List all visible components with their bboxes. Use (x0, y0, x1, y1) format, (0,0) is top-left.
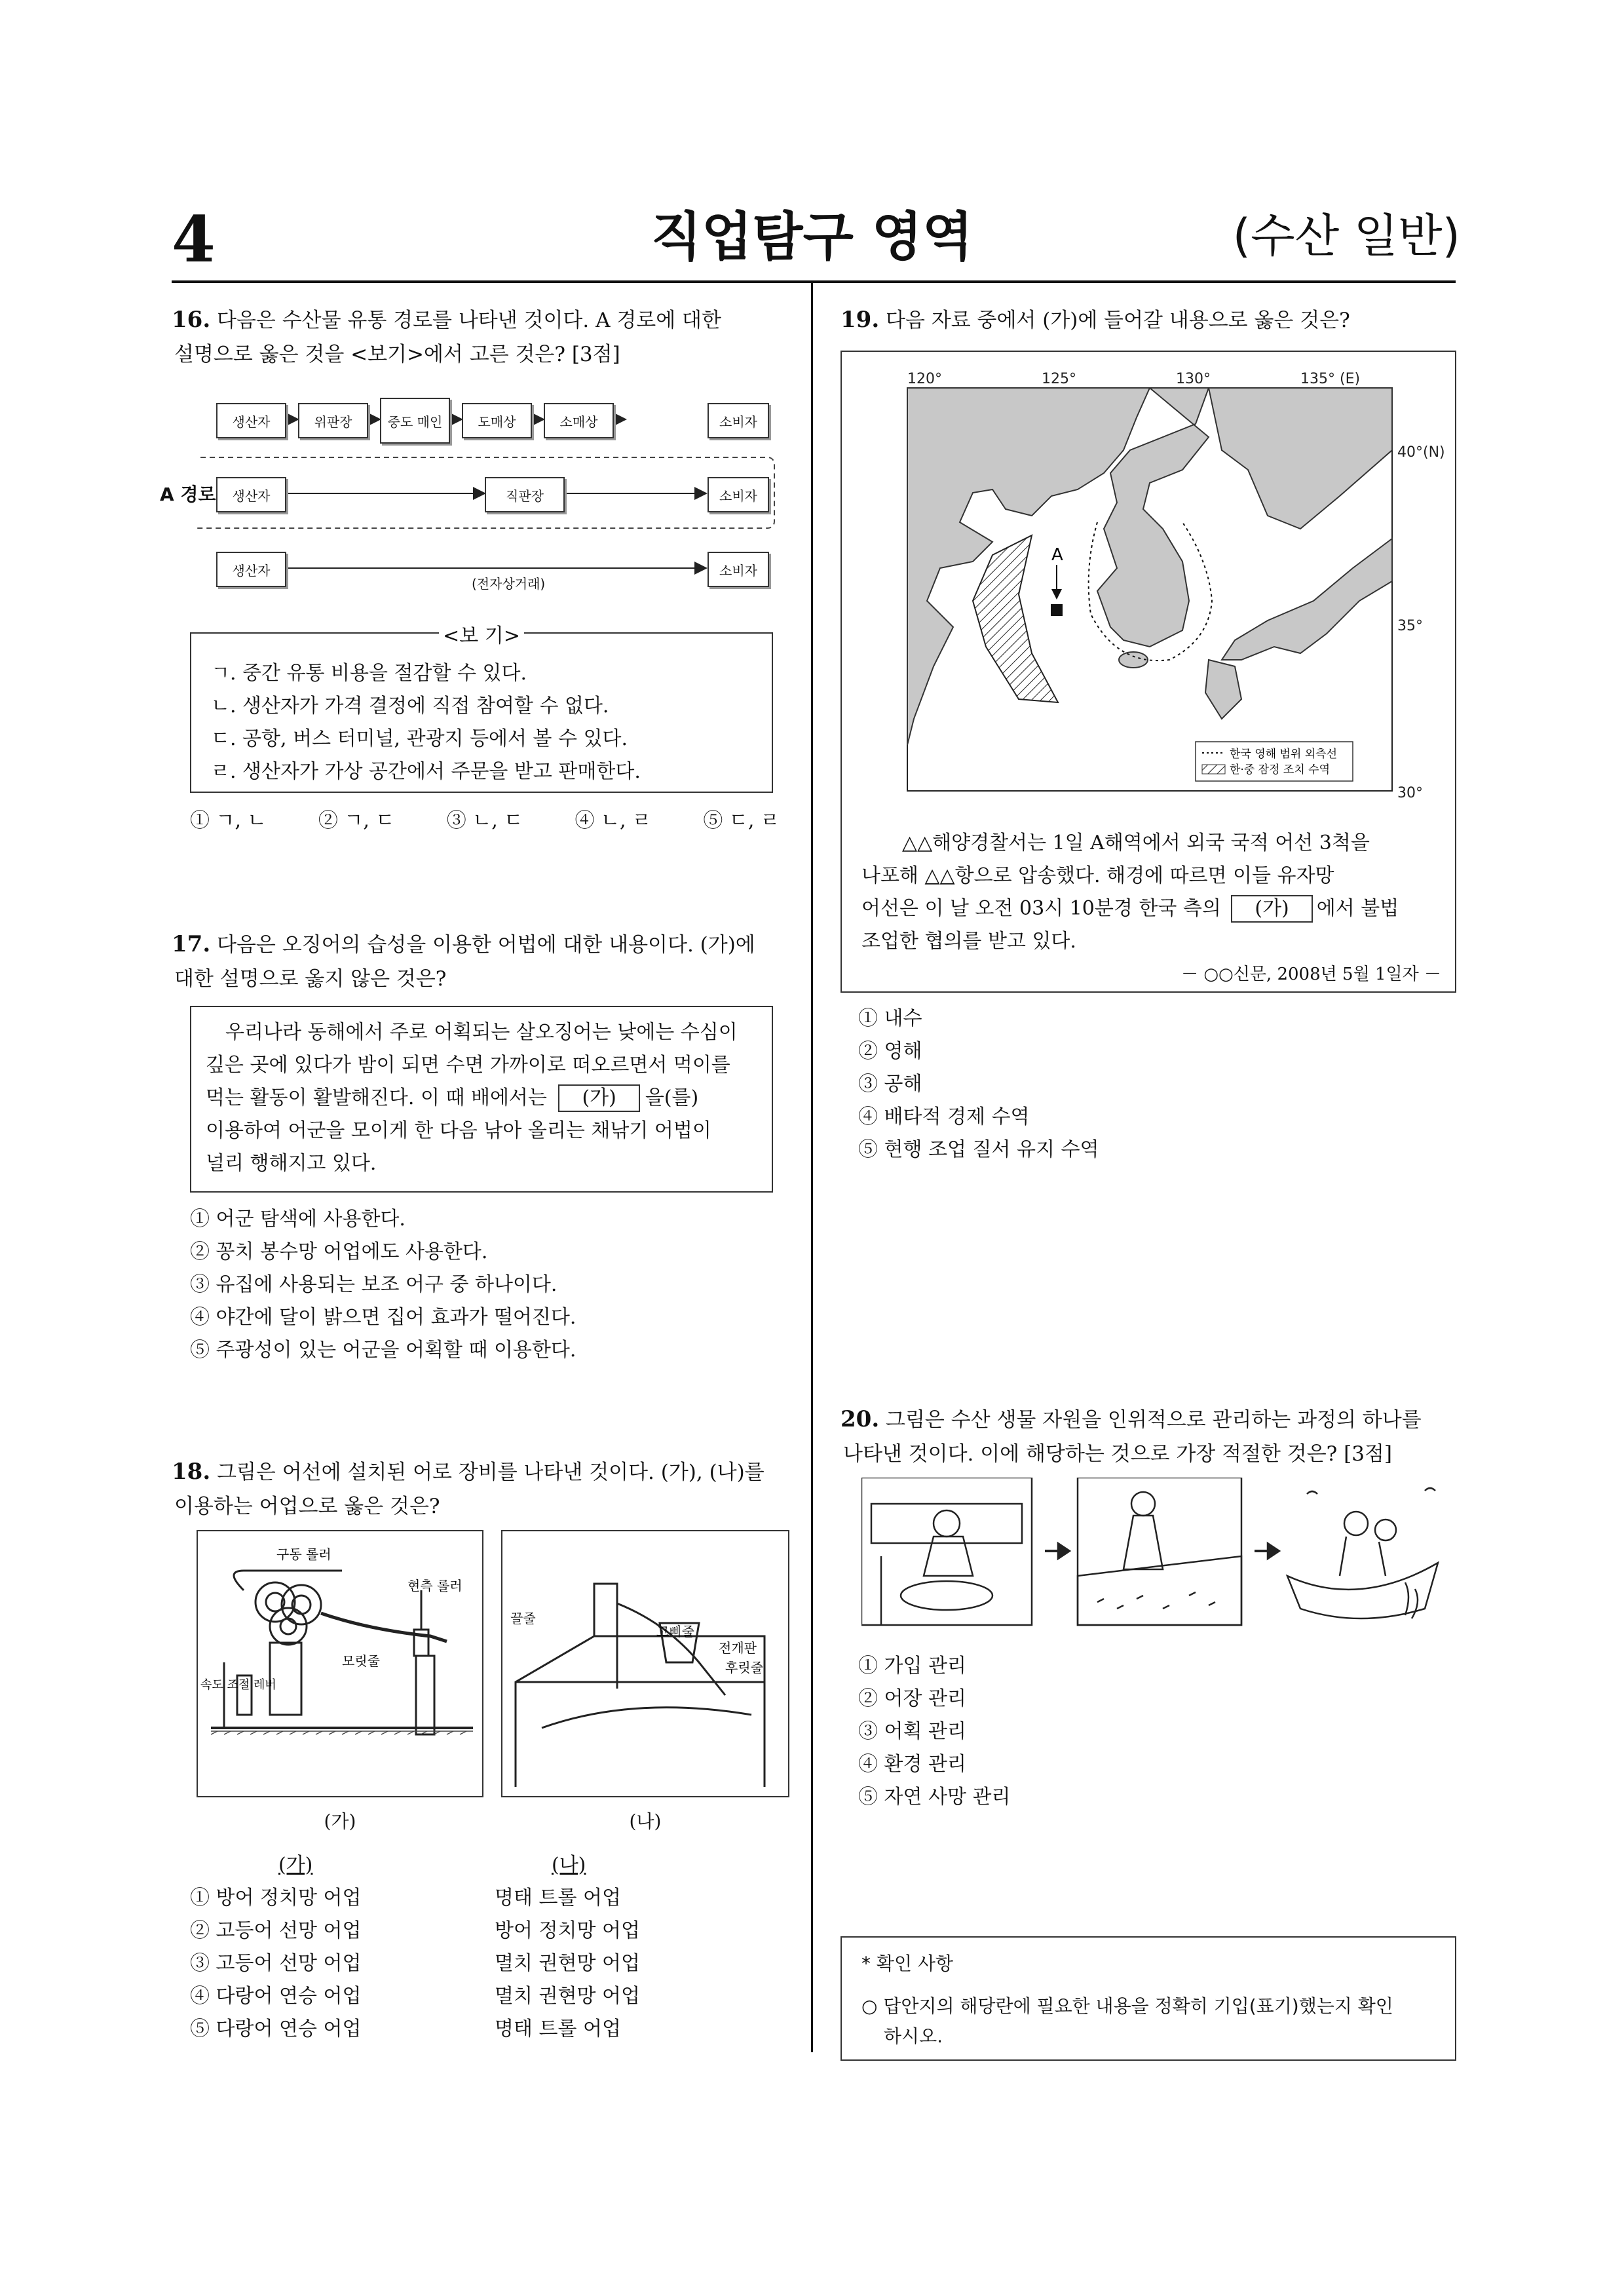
q16-option-4[interactable]: ④ ㄴ, ㄹ (575, 809, 652, 832)
q17-passage-line2: 깊은 곳에 있다가 밤이 되면 수면 가까이로 떠오르면서 먹이를 (206, 1054, 730, 1077)
q18-stem-line2: 이용하는 어업으로 옳은 것은? (174, 1495, 440, 1518)
q18-caption-ga: (가) (324, 1810, 356, 1832)
label-side-roller: 현측 롤러 (407, 1578, 463, 1594)
q16-number: 16. (172, 307, 211, 333)
flow-node-consumer-1: 소비자 (708, 403, 769, 438)
bogi-item-3: ㄷ. 공항, 버스 터미널, 관광지 등에서 볼 수 있다. (211, 727, 628, 750)
trawl-stern-drawing (502, 1531, 788, 1796)
q20-stem (840, 1402, 1469, 1471)
q17-passage-line3: 먹는 활동이 활발해진다. 이 때 배에서는 (206, 1086, 547, 1109)
stock-release-illustration (861, 1478, 1445, 1628)
news-line1: △△해양경찰서는 1일 A해역에서 외국 국적 어선 3척을 (902, 832, 1370, 854)
q19-stem-text: 다음 자료 중에서 (가)에 들어갈 내용으로 옳은 것은? (886, 309, 1350, 332)
q20-option-3[interactable]: ③ 어획 관리 (858, 1720, 966, 1743)
q17-stem (172, 927, 801, 996)
news-line2: 나포해 △△항으로 압송했다. 해경에 따르면 이들 유자망 (861, 864, 1334, 887)
point-a-label: A (1051, 545, 1063, 565)
flow-node-consumer-3: 소비자 (708, 552, 769, 587)
subject-label: (수산 일반) (1232, 209, 1460, 263)
q18-option-1[interactable]: ① 방어 정치망 어업 명태 트롤 어업 (190, 1886, 621, 1909)
east-asia-map (842, 352, 1455, 811)
q18-caption-na: (나) (629, 1810, 662, 1832)
q20-options (858, 1650, 1448, 1814)
q17-passage-line4: 이용하여 어군을 모이게 한 다음 낚아 올리는 채낚기 어법이 (206, 1119, 711, 1142)
lat-40: 40°(N) (1397, 444, 1445, 461)
q17-passage-line1: 우리나라 동해에서 주로 어획되는 살오징어는 낮에는 수심이 (225, 1021, 738, 1044)
q20-option-4[interactable]: ④ 환경 관리 (858, 1753, 966, 1776)
notice-box (840, 1936, 1456, 2061)
q20-stem-line2: 나타낸 것이다. 이에 해당하는 것으로 가장 적절한 것은? [3점] (843, 1442, 1392, 1466)
q18-options (190, 1849, 780, 2046)
q17-option-2[interactable]: ② 꽁치 봉수망 어업에도 사용한다. (190, 1240, 488, 1263)
route-a-label: A 경로 (160, 484, 216, 505)
flow-node-direct-store: 직판장 (485, 477, 565, 512)
q20-option-1[interactable]: ① 가입 관리 (858, 1655, 966, 1677)
q17-option-4[interactable]: ④ 야간에 달이 밝으면 집어 효과가 떨어진다. (190, 1306, 576, 1329)
q16-options (190, 805, 780, 837)
column-divider (811, 283, 813, 2052)
flow-node-retailer: 소매상 (544, 403, 614, 438)
news-line3-suffix: 에서 불법 (1316, 897, 1399, 920)
q17-passage-line5: 널리 행해지고 있다. (206, 1152, 377, 1175)
q17-passage-box (190, 1006, 773, 1193)
q20-stem-line1: 그림은 수산 생물 자원을 인위적으로 관리하는 과정의 하나를 (886, 1408, 1422, 1432)
flow-node-producer-2: 생산자 (216, 477, 286, 512)
label-bridle: 고삐줄 (656, 1624, 694, 1639)
q18-col-ga: (가) (278, 1854, 313, 1877)
notice-title: * 확인 사항 (861, 1953, 953, 1974)
q19-number: 19. (840, 307, 880, 333)
q16-flow-diagram (160, 383, 786, 606)
notice-line1: ○ 답안지의 해당란에 필요한 내용을 정확히 기입(표기)했는지 확인 (861, 1995, 1393, 2017)
label-towline: 끌줄 (510, 1611, 536, 1626)
news-line4: 조업한 협의를 받고 있다. (861, 930, 1076, 953)
label-speed-lever: 속도 조절 레버 (200, 1678, 276, 1692)
flow-node-wholesaler: 도매상 (462, 403, 532, 438)
q20-number: 20. (840, 1406, 880, 1432)
q18-figure-ga (197, 1530, 483, 1797)
bogi-item-2: ㄴ. 생산자가 가격 결정에 직접 참여할 수 없다. (211, 695, 609, 718)
ecommerce-caption: (전자상거래) (472, 576, 546, 592)
q16-stem-line2: 설명으로 옳은 것을 <보기>에서 고른 것은? [3점] (174, 343, 620, 366)
q16-option-1[interactable]: ① ㄱ, ㄴ (190, 809, 267, 832)
news-line3: 어선은 이 날 오전 03시 10분경 한국 측의 (861, 897, 1221, 920)
page-number: 4 (172, 202, 216, 277)
q17-options (190, 1203, 780, 1367)
notice-line2: 하시오. (884, 2025, 943, 2047)
header-rule (172, 280, 1456, 283)
q19-option-3[interactable]: ③ 공해 (858, 1073, 922, 1096)
q19-option-1[interactable]: ① 내수 (858, 1007, 922, 1030)
q18-figure-na (501, 1530, 789, 1797)
q17-option-1[interactable]: ① 어군 탐색에 사용한다. (190, 1208, 406, 1231)
lat-30: 30° (1397, 785, 1423, 801)
flow-node-producer-3: 생산자 (216, 552, 286, 587)
q18-number: 18. (172, 1459, 211, 1485)
lat-35: 35° (1397, 618, 1423, 634)
label-sweepline: 후릿줄 (725, 1660, 763, 1675)
q16-option-2[interactable]: ② ㄱ, ㄷ (318, 809, 395, 832)
lon-130: 130° (1176, 371, 1211, 387)
line-hauler-drawing (198, 1531, 482, 1796)
q16-bogi-box (190, 624, 773, 793)
q18-col-na: (나) (552, 1854, 586, 1877)
page-title: 직업탐구 영역 (651, 206, 973, 267)
q18-stem-line1: 그림은 어선에 설치된 어로 장비를 나타낸 것이다. (가), (나)를 (217, 1461, 765, 1484)
bogi-item-1: ㄱ. 중간 유통 비용을 절감할 수 있다. (211, 662, 527, 685)
lon-125: 125° (1042, 371, 1076, 387)
flow-node-consumer-2: 소비자 (708, 477, 769, 512)
flow-node-broker: 중도 매인 (380, 398, 450, 444)
q16-option-5[interactable]: ⑤ ㄷ, ㄹ (703, 809, 780, 832)
q19-option-5[interactable]: ⑤ 현행 조업 질서 유지 수역 (858, 1138, 1099, 1161)
q18-stem (172, 1455, 801, 1523)
q17-option-3[interactable]: ③ 유집에 사용되는 보조 어구 중 하나이다. (190, 1273, 557, 1296)
q19-news-text (861, 827, 1441, 991)
q19-stem (840, 303, 1456, 337)
q16-stem-line1: 다음은 수산물 유통 경로를 나타낸 것이다. A 경로에 대한 (217, 309, 721, 332)
legend-joint-zone: 한·중 잠정 조치 수역 (1230, 763, 1330, 776)
q19-data-box (840, 351, 1456, 993)
q18-option-4[interactable]: ④ 다랑어 연승 어업 멸치 권현망 어업 (190, 1985, 640, 2008)
q17-number: 17. (172, 931, 211, 957)
legend-territorial-line: 한국 영해 범위 외측선 (1230, 748, 1338, 761)
q20-option-5[interactable]: ⑤ 자연 사망 관리 (858, 1786, 1011, 1808)
q18-option-2[interactable]: ② 고등어 선망 어업 방어 정치망 어업 (190, 1919, 640, 1942)
q17-option-5[interactable]: ⑤ 주광성이 있는 어군을 어획할 때 이용한다. (190, 1339, 576, 1362)
q16-option-3[interactable]: ③ ㄴ, ㄷ (446, 809, 523, 832)
q20-figure (861, 1478, 1445, 1628)
lon-135: 135° (E) (1300, 371, 1361, 387)
q19-options (858, 1003, 1448, 1166)
q17-stem-line1: 다음은 오징어의 습성을 이용한 어법에 대한 내용이다. (가)에 (217, 933, 755, 957)
flow-node-auction: 위판장 (298, 403, 368, 438)
label-mainline: 모릿줄 (342, 1653, 380, 1669)
q19-option-2[interactable]: ② 영해 (858, 1040, 922, 1063)
q19-blank-ga: (가) (1231, 895, 1312, 923)
q16-stem (172, 303, 787, 372)
q17-passage-suffix: 을(를) (645, 1086, 699, 1109)
bogi-title: <보 기> (439, 624, 524, 647)
label-otter-board: 전개판 (719, 1640, 757, 1656)
lon-120: 120° (907, 371, 942, 387)
q17-blank-ga: (가) (558, 1084, 639, 1112)
news-source: － ○○신문, 2008년 5월 1일자 － (1181, 965, 1441, 984)
q20-option-2[interactable]: ② 어장 관리 (858, 1687, 966, 1710)
bogi-item-4: ㄹ. 생산자가 가상 공간에서 주문을 받고 판매한다. (211, 760, 641, 783)
q17-stem-line2: 대한 설명으로 옳지 않은 것은? (174, 967, 447, 991)
point-a-marker (1051, 604, 1063, 616)
q18-option-3[interactable]: ③ 고등어 선망 어업 멸치 권현망 어업 (190, 1952, 640, 1975)
flow-node-producer-1: 생산자 (216, 403, 286, 438)
label-drive-roller: 구동 롤러 (276, 1546, 331, 1562)
q19-option-4[interactable]: ④ 배타적 경제 수역 (858, 1105, 1030, 1128)
q18-option-5[interactable]: ⑤ 다랑어 연승 어업 명태 트롤 어업 (190, 2018, 621, 2040)
